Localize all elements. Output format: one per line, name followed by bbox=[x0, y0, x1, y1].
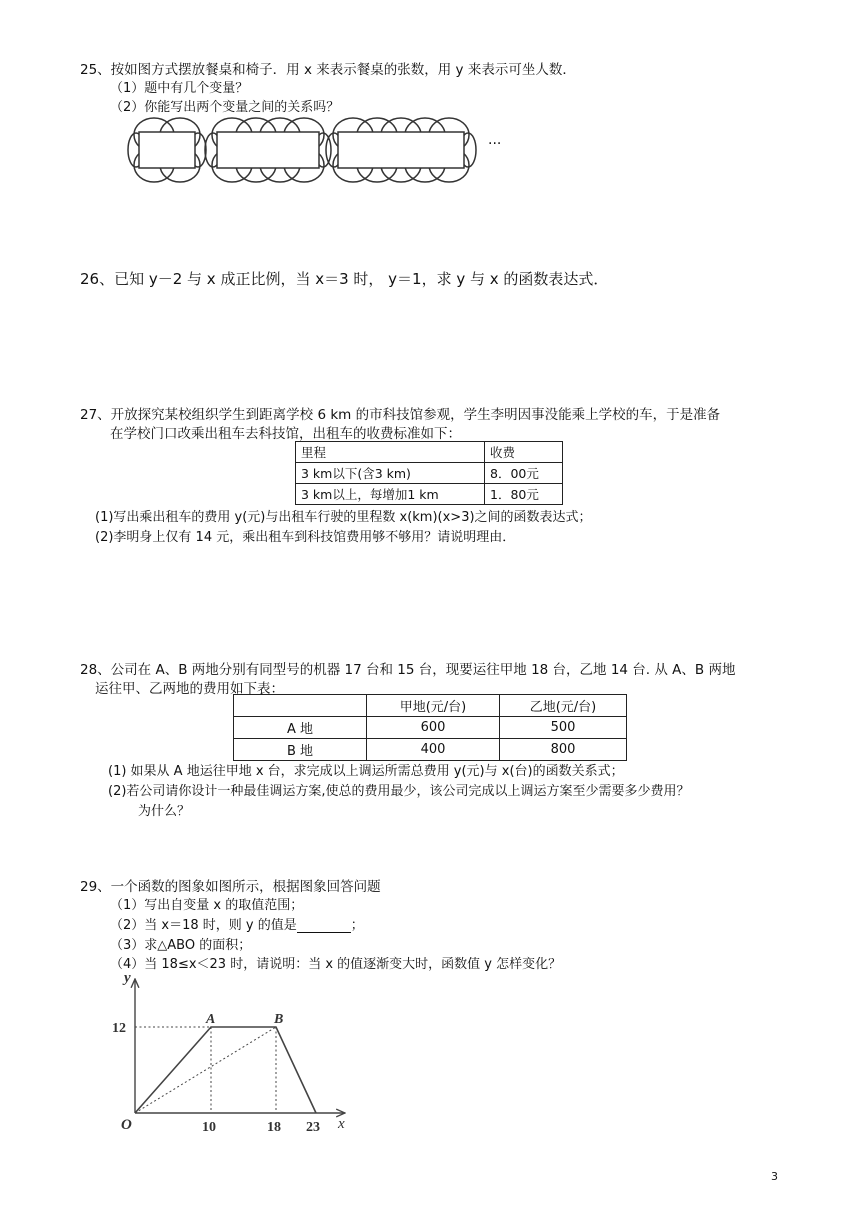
table-header-cell: 收费 bbox=[485, 442, 563, 463]
point-A-label: A bbox=[206, 1012, 216, 1027]
table-row bbox=[296, 463, 563, 484]
q25-part1: （1）题中有几个变量？ bbox=[110, 81, 249, 96]
q29-part2 bbox=[110, 914, 364, 933]
q29-part2-text: （2）当 x＝18 时，则 y 的值是 bbox=[110, 918, 297, 933]
table-row bbox=[296, 442, 563, 463]
table-cell: 1．80元 bbox=[485, 484, 563, 505]
table-cell: 500 bbox=[500, 717, 627, 739]
q29-stem: 29、一个函数的图象如图所示，根据图象回答问题 bbox=[80, 879, 381, 895]
q27-stem-line1: 27、开放探究某校组织学生到距离学校 6 km 的市科技馆参观，学生李明因事没能乘上学校的车，于是准备 bbox=[80, 407, 721, 423]
answer-blank[interactable] bbox=[297, 920, 351, 933]
table-header-cell: 里程 bbox=[296, 442, 485, 463]
point-B-label: B bbox=[274, 1012, 284, 1027]
table-cell: 400 bbox=[367, 739, 500, 761]
q26-stem: 26、已知 y－2 与 x 成正比例，当 x＝3 时， y＝1，求 y 与 x 的函数表达式． bbox=[80, 270, 609, 288]
y-axis-label: y bbox=[124, 970, 131, 986]
q28-part2-cont: 为什么？ bbox=[138, 804, 191, 819]
q25-part2: （2）你能写出两个变量之间的关系吗？ bbox=[110, 100, 340, 115]
origin-label: O bbox=[121, 1117, 132, 1133]
table-row bbox=[234, 717, 627, 739]
table-row bbox=[234, 695, 627, 717]
x-axis-label: x bbox=[338, 1116, 345, 1132]
q28-part1: (1) 如果从 A 地运往甲地 x 台，求完成以上调运所需总费用 y(元)与 x(台)的函数关系式； bbox=[108, 764, 624, 779]
table-cell: 800 bbox=[500, 739, 627, 761]
table-cell: B 地 bbox=[234, 739, 367, 761]
q29-part3: （3）求△ABO 的面积； bbox=[110, 938, 252, 953]
q28-stem-line2: 运往甲、乙两地的费用如下表： bbox=[95, 681, 284, 697]
taxi-fare-table bbox=[295, 441, 563, 505]
function-graph bbox=[100, 965, 360, 1145]
table-header-cell: 乙地(元/台) bbox=[500, 695, 627, 717]
x-tick-label: 10 bbox=[202, 1120, 216, 1135]
q29-part4: （4）当 18≤x＜23 时，请说明：当 x 的值逐渐变大时，函数值 y 怎样变化？ bbox=[110, 957, 562, 972]
q25-stem: 25、按如图方式摆放餐桌和椅子．用 x 来表示餐桌的张数，用 y 来表示可坐人数． bbox=[80, 62, 576, 78]
table-cell: 8．00元 bbox=[485, 463, 563, 484]
table-header-cell: 甲地(元/台) bbox=[367, 695, 500, 717]
page-number: 3 bbox=[771, 1170, 778, 1183]
segment-OB bbox=[135, 1027, 276, 1113]
table-cell: A 地 bbox=[234, 717, 367, 739]
q28-stem-line1: 28、公司在 A、B 两地分别有同型号的机器 17 台和 15 台，现要运往甲地 18 台，乙地 14 台. 从 A、B 两地 bbox=[80, 662, 736, 678]
figure-ellipsis: ··· bbox=[488, 136, 502, 152]
tables-chairs-figure bbox=[125, 114, 515, 190]
q27-stem-line2: 在学校门口改乘出租车去科技馆，出租车的收费标准如下： bbox=[110, 426, 461, 442]
table-cell: 600 bbox=[367, 717, 500, 739]
table-row bbox=[296, 484, 563, 505]
q27-part2: (2)李明身上仅有 14 元，乘出租车到科技馆费用够不够用？请说明理由． bbox=[95, 530, 516, 545]
table-row bbox=[234, 739, 627, 761]
table-header-cell bbox=[234, 695, 367, 717]
function-line bbox=[135, 1027, 316, 1113]
table-cell: 3 km以上，每增加1 km bbox=[296, 484, 485, 505]
y-tick-label: 12 bbox=[112, 1021, 126, 1036]
table-group-1 bbox=[128, 118, 206, 182]
table-group-2 bbox=[205, 118, 331, 182]
q27-part1: (1)写出乘出租车的费用 y(元)与出租车行驶的里程数 x(km)(x>3)之间的函数表达式； bbox=[95, 510, 592, 525]
table-group-3 bbox=[326, 118, 476, 182]
x-tick-label: 18 bbox=[267, 1120, 281, 1135]
shipping-cost-table bbox=[233, 694, 627, 761]
x-tick-label: 23 bbox=[306, 1120, 320, 1135]
q29-part1: （1）写出自变量 x 的取值范围； bbox=[110, 898, 304, 913]
q29-part2-end: ； bbox=[350, 918, 364, 933]
q28-part2: (2)若公司请你设计一种最佳调运方案,使总的费用最少，该公司完成以上调运方案至少需要多少费用？ bbox=[108, 784, 690, 799]
table-cell: 3 km以下(含3 km) bbox=[296, 463, 485, 484]
